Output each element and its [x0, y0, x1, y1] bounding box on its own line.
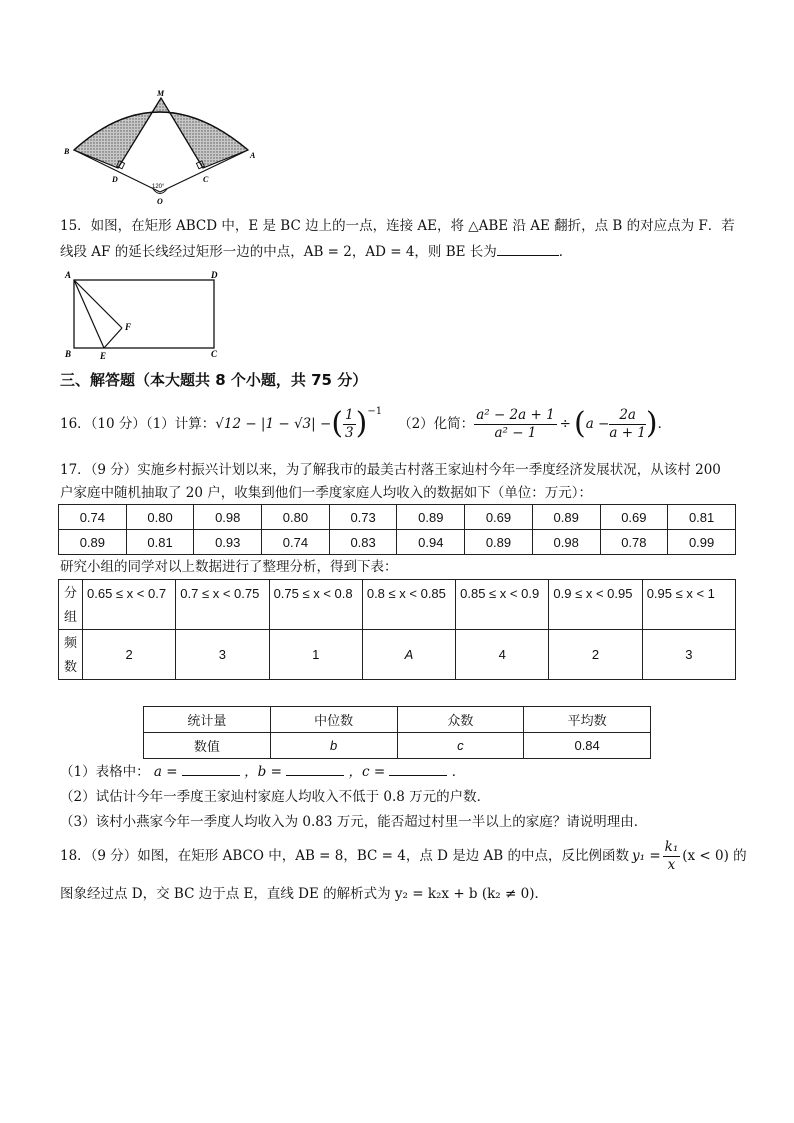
data-cell: 0.81 [126, 530, 194, 555]
label-m: M [157, 89, 165, 98]
data-cell: 0.73 [329, 505, 397, 530]
q16-frac2-den: a² − 1 [494, 424, 537, 441]
segment-ef [104, 328, 122, 348]
sector-figure [60, 88, 260, 206]
answer-blank-b[interactable] [286, 763, 344, 776]
q17-line1: 17．（9 分）实施乡村振兴计划以来，为了解我市的最美古村落王家辿村今年一季度经济发展状况，从该村 200 [60, 462, 721, 478]
q18-func-frac [663, 839, 681, 874]
q17-analysis-line: 研究小组的同学对以上数据进行了整理分析，得到下表： [60, 559, 398, 575]
data-cell: 0.94 [397, 530, 465, 555]
count-cell: 2 [83, 630, 176, 680]
q15-line1: 15．如图，在矩形 ABCD 中，E 是 BC 边上的一点，连接 AE，将 △ABE 沿 AE 翻折，点 B 的对应点为 F．若 [60, 218, 735, 234]
label-a: A [65, 270, 72, 280]
data-cell: 0.93 [194, 530, 262, 555]
q18-func-domain: (x < 0) 的 [682, 848, 747, 864]
label-f: F [125, 322, 132, 332]
segment-ae [74, 280, 104, 348]
stat-header: 众数 [397, 707, 524, 733]
q15-line2 [60, 242, 572, 262]
q16-frac1 [343, 407, 356, 442]
q16-div: ÷ [559, 416, 571, 432]
q18-func-lhs: y₁ = [632, 848, 661, 864]
table-row [59, 580, 736, 630]
data-cell: 0.69 [465, 505, 533, 530]
count-cell: 2 [549, 630, 642, 680]
label-b: B [64, 147, 70, 156]
q16-expr1: √12 − |1 − √3| − [215, 416, 332, 432]
group-cell: 0.9 ≤ x < 0.95 [549, 580, 642, 630]
q17-sub1 [60, 762, 465, 782]
income-data-table [58, 504, 736, 555]
group-cell: 0.85 ≤ x < 0.9 [456, 580, 549, 630]
statistics-table [143, 706, 651, 759]
count-cell: A [362, 630, 455, 680]
answer-blank-a[interactable] [182, 763, 240, 776]
group-cell: 0.95 ≤ x < 1 [642, 580, 735, 630]
table-row [144, 733, 651, 759]
label-b: B [65, 349, 72, 359]
q16-frac3-den: a + 1 [609, 424, 646, 441]
data-cell: 0.98 [194, 505, 262, 530]
q17-sub1-c-label: ，c = [348, 764, 386, 780]
data-cell: 0.99 [668, 530, 736, 555]
section3-heading: 三、解答题（本大题共 8 个小题，共 75 分） [60, 371, 368, 389]
count-cell: 3 [176, 630, 269, 680]
group-cell: 0.7 ≤ x < 0.75 [176, 580, 269, 630]
table-row [59, 530, 736, 555]
data-cell: 0.89 [59, 530, 127, 555]
count-cell: 3 [642, 630, 735, 680]
data-cell: 0.81 [668, 505, 736, 530]
data-cell: 0.89 [532, 505, 600, 530]
count-cell: 4 [456, 630, 549, 680]
label-o: O [157, 197, 163, 206]
q16-paren-close: ) [355, 406, 368, 441]
q16-paren2-close: ) [645, 406, 658, 441]
q17-sub1-a-label: a = [153, 764, 178, 780]
q16-frac1-den: 3 [345, 424, 354, 441]
group-cell: 0.65 ≤ x < 0.7 [83, 580, 176, 630]
label-c: C [203, 175, 209, 184]
data-cell: 0.74 [262, 530, 330, 555]
q17-sub1-b-label: ，b = [244, 764, 282, 780]
data-cell: 0.80 [126, 505, 194, 530]
q16-exponent: −1 [367, 406, 383, 417]
data-cell: 0.78 [600, 530, 668, 555]
frequency-table [58, 579, 736, 680]
q16-paren2-open: ( [573, 406, 586, 441]
label-c: C [211, 349, 218, 359]
label-e: E [100, 351, 107, 361]
q16-prefix: 16．（10 分）（1）计算： [60, 416, 216, 432]
stat-header: 平均数 [524, 707, 651, 733]
label-d: D [112, 175, 118, 184]
table-row [59, 630, 736, 680]
data-cell: 0.83 [329, 530, 397, 555]
q18-line2: 图象经过点 D，交 BC 边于点 E，直线 DE 的解析式为 y₂ = k₂x + b (k₂ ≠ 0)． [60, 886, 548, 902]
data-cell: 0.80 [262, 505, 330, 530]
stat-value: c [397, 733, 524, 759]
table-row [59, 505, 736, 530]
label-angle: 120° [152, 184, 165, 190]
q16-part2-label: （2）化简： [398, 416, 475, 432]
q17-sub1-prefix: （1）表格中： [60, 764, 150, 780]
stat-header: 统计量 [144, 707, 271, 733]
q17-line2: 户家庭中随机抽取了 20 户，收集到他们一季度家庭人均收入的数据如下（单位：万元）： [60, 485, 593, 501]
data-cell: 0.89 [397, 505, 465, 530]
q16-frac3 [609, 407, 646, 442]
group-cell: 0.8 ≤ x < 0.85 [362, 580, 455, 630]
q16-frac3-num: 2a [609, 407, 646, 425]
stat-value: b [270, 733, 397, 759]
shaded-region [74, 98, 248, 168]
q18-func-num: k₁ [664, 838, 679, 855]
q16-frac2-num: a² − 2a + 1 [476, 406, 555, 423]
q18-line1 [60, 836, 747, 876]
header-cell: 分组 [59, 580, 83, 630]
stat-value: 数值 [144, 733, 271, 759]
q18-line1-text: 18．（9 分）如图，在矩形 ABCO 中，AB = 8，BC = 4，点 D 是边 AB 的中点，反比例函数 [60, 848, 630, 864]
q17-sub2: （2）试估计今年一季度王家辿村家庭人均收入不低于 0.8 万元的户数． [60, 789, 491, 805]
label-d: D [211, 270, 218, 280]
data-cell: 0.74 [59, 505, 127, 530]
group-cell: 0.75 ≤ x < 0.8 [269, 580, 362, 630]
rectangle-figure [60, 268, 230, 362]
q16-paren-open: ( [331, 406, 344, 441]
rectangle-abcd [74, 280, 214, 348]
data-cell: 0.69 [600, 505, 668, 530]
count-cell: 1 [269, 630, 362, 680]
label-a: A [250, 151, 256, 160]
header-cell: 频数 [59, 630, 83, 680]
q15-line2-text: 线段 AF 的延长线经过矩形一边的中点，AB = 2，AD = 4，则 BE 长为 [60, 244, 497, 260]
q16-frac2 [474, 407, 556, 442]
data-cell: 0.89 [465, 530, 533, 555]
q15-answer-blank[interactable] [497, 243, 559, 256]
answer-blank-c[interactable] [389, 763, 447, 776]
stat-value: 0.84 [524, 733, 651, 759]
q18-func-den: x [667, 856, 676, 873]
segment-af [74, 280, 122, 328]
q17-sub1-end: ． [451, 764, 466, 780]
q17-sub3: （3）该村小燕家今年一季度人均收入为 0.83 万元，能否超过村里一半以上的家庭？请说明理由． [60, 814, 648, 830]
stat-header: 中位数 [270, 707, 397, 733]
q16-period: ． [657, 416, 672, 432]
q16-line [60, 402, 671, 446]
table-row [144, 707, 651, 733]
data-cell: 0.98 [532, 530, 600, 555]
q16-expr2-a: a − [585, 416, 610, 432]
q15-line2-end: ． [558, 244, 573, 260]
q16-frac1-num: 1 [345, 406, 354, 423]
